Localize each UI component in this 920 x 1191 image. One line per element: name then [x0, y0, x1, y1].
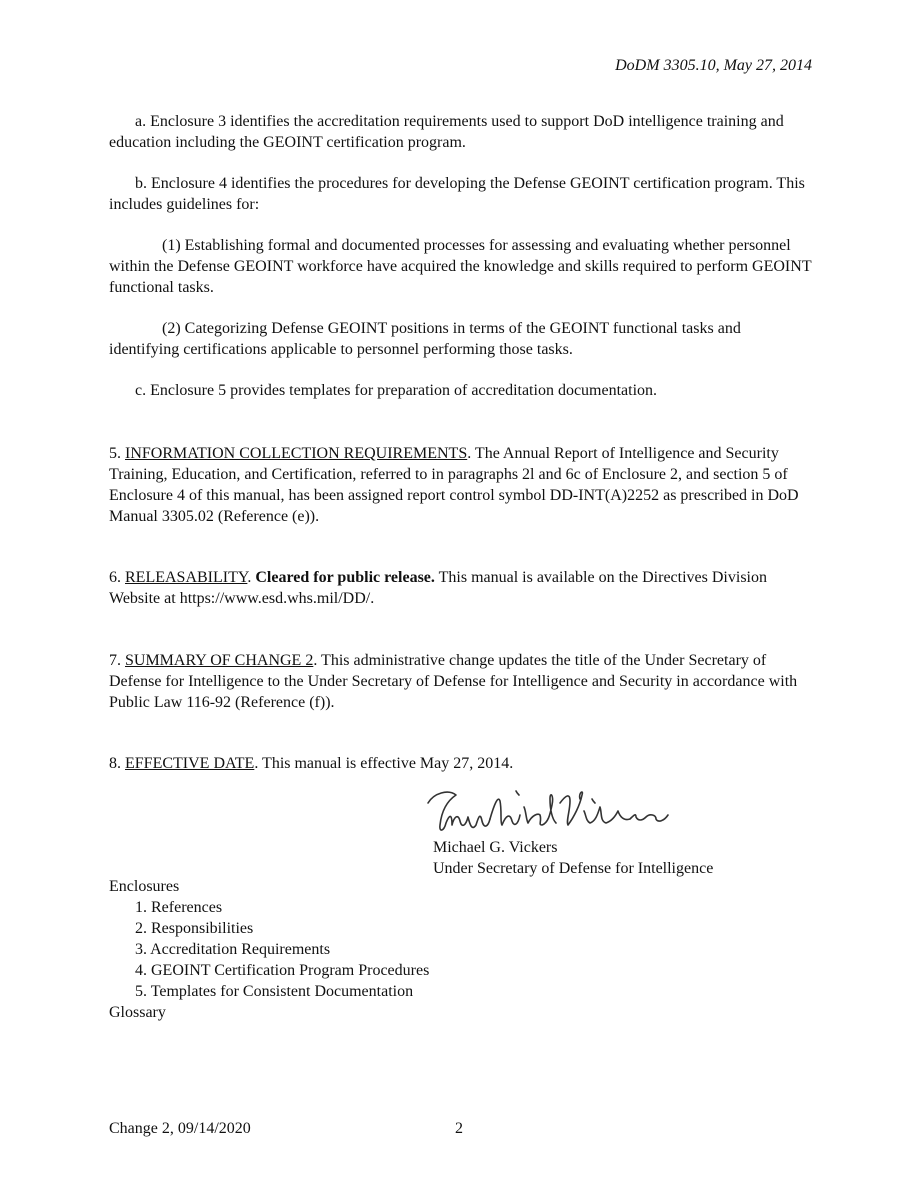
- signature-image: [420, 785, 690, 840]
- section-6-title: RELEASABILITY: [125, 569, 248, 586]
- paragraph-b2: (2) Categorizing Defense GEOINT positions in terms of the GEOINT functional tasks and identifying certifications applicable to personnel performing those tasks.: [109, 320, 741, 358]
- section-6-bold: Cleared for public release.: [255, 569, 435, 586]
- section-7-title: SUMMARY OF CHANGE 2: [125, 652, 314, 669]
- document-header: DoDM 3305.10, May 27, 2014: [615, 57, 812, 74]
- enclosure-item: 2. Responsibilities: [135, 920, 254, 937]
- enclosures-heading: Enclosures: [109, 878, 180, 895]
- section-7: [109, 650, 814, 713]
- section-7-number: 7.: [109, 652, 121, 669]
- section-5-text: . The Annual Report of Intelligence and Security Training, Education, and Certification, referred to in paragraphs 2l and 6c of Enclosure 2, and section 5 of Enclosure 4 of this manual, has been assigned report control symbol DD-INT(A)2252 as prescribed in DoD Manual 3305.02 (Reference (e)).: [109, 445, 799, 525]
- enclosure-item: 4. GEOINT Certification Program Procedures: [135, 962, 430, 979]
- enclosure-item: 5. Templates for Consistent Documentation: [135, 983, 414, 1000]
- section-5: [109, 443, 814, 527]
- paragraph-b1: (1) Establishing formal and documented processes for assessing and evaluating whether personnel within the Defense GEOINT workforce have acquired the knowledge and skills required to perform GEOINT functional tasks.: [109, 237, 812, 296]
- section-8-title: EFFECTIVE DATE: [125, 755, 255, 772]
- section-6-text: This manual is available on the Directives Division Website at https://www.esd.whs.mil/DD/.: [109, 569, 767, 607]
- section-8-text: . This manual is effective May 27, 2014.: [254, 755, 514, 772]
- enclosure-item: 3. Accreditation Requirements: [135, 941, 331, 958]
- signatory-title: Under Secretary of Defense for Intelligence: [433, 860, 714, 877]
- paragraph-c: c. Enclosure 5 provides templates for preparation of accreditation documentation.: [135, 382, 658, 399]
- enclosure-item: 1. References: [135, 899, 223, 916]
- signatory-name: Michael G. Vickers: [433, 839, 558, 856]
- enclosures-list: [109, 876, 429, 1023]
- section-8-number: 8.: [109, 755, 121, 772]
- footer-change-date: Change 2, 09/14/2020: [109, 1120, 251, 1137]
- section-5-number: 5.: [109, 445, 121, 462]
- section-6-number: 6.: [109, 569, 121, 586]
- section-8: [109, 753, 814, 774]
- page-number: 2: [455, 1120, 463, 1137]
- paragraph-b: b. Enclosure 4 identifies the procedures for developing the Defense GEOINT certification program. This includes guidelines for:: [109, 175, 805, 213]
- glossary-label: Glossary: [109, 1004, 166, 1021]
- section-7-text: . This administrative change updates the title of the Under Secretary of Defense for Intelligence to the Under Secretary of Defense for Intelligence and Security in accordance with Public Law 116-92 (Reference (f)).: [109, 652, 798, 711]
- paragraph-a: a. Enclosure 3 identifies the accreditation requirements used to support DoD intelligence training and education including the GEOINT certification program.: [109, 113, 784, 151]
- section-6: 6. RELEASABILITY. Cleared for public release. This manual is available on the Directives Division Website at https://www.esd.whs.mil/DD/.: [109, 569, 767, 607]
- section-5-title: INFORMATION COLLECTION REQUIREMENTS: [125, 445, 468, 462]
